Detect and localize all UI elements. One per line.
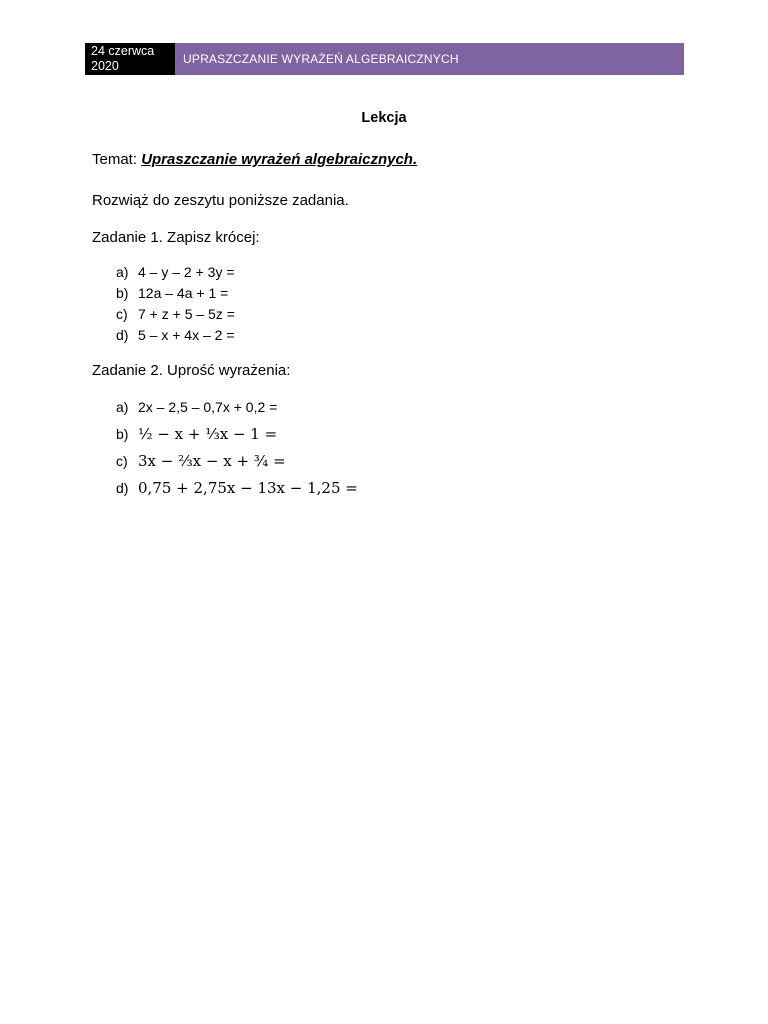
item-expression: 4 – y – 2 + 3y = [138,264,235,280]
item-letter: a) [116,399,129,415]
list-item [116,394,358,421]
item-letter: d) [116,480,129,496]
item-letter: b) [116,426,129,442]
item-expression: 0,75 + 2,75x − 13x − 1,25 = [138,479,358,497]
item-expression: 12a – 4a + 1 = [138,285,229,301]
item-letter: c) [116,453,128,469]
topic-label: Temat: [92,151,138,168]
header-title: UPRASZCZANIE WYRAŻEŃ ALGEBRAICZNYCH [175,43,684,75]
date-line-2: 2020 [91,59,119,73]
instruction-text: Rozwiąż do zeszytu poniższe zadania. [92,192,349,209]
list-item [116,475,358,502]
date-box [85,43,175,75]
item-letter: c) [116,306,128,322]
task1-heading: Zadanie 1. Zapisz krócej: [92,229,260,246]
date-line-1: 24 czerwca [91,44,155,58]
item-expression: 5 – x + 4x – 2 = [138,327,235,343]
list-item [116,304,235,325]
topic-value: Upraszczanie wyrażeń algebraicznych. [141,151,418,168]
task2-list [116,394,358,502]
item-expression: ½ − x + ⅓x − 1 = [138,425,278,443]
task1-list [116,262,235,346]
item-letter: b) [116,285,129,301]
list-item [116,421,358,448]
topic-line [92,151,417,168]
item-expression: 2x – 2,5 – 0,7x + 0,2 = [138,399,278,415]
list-item [116,262,235,283]
item-expression: 7 + z + 5 – 5z = [138,306,235,322]
list-item [116,325,235,346]
header-bar [85,43,684,75]
item-letter: d) [116,327,129,343]
item-letter: a) [116,264,129,280]
list-item [116,283,235,304]
list-item [116,448,358,475]
lesson-heading: Lekcja [361,110,407,126]
task2-heading: Zadanie 2. Uprość wyrażenia: [92,362,291,379]
item-expression: 3x − ⅔x − x + ¾ = [138,452,286,470]
